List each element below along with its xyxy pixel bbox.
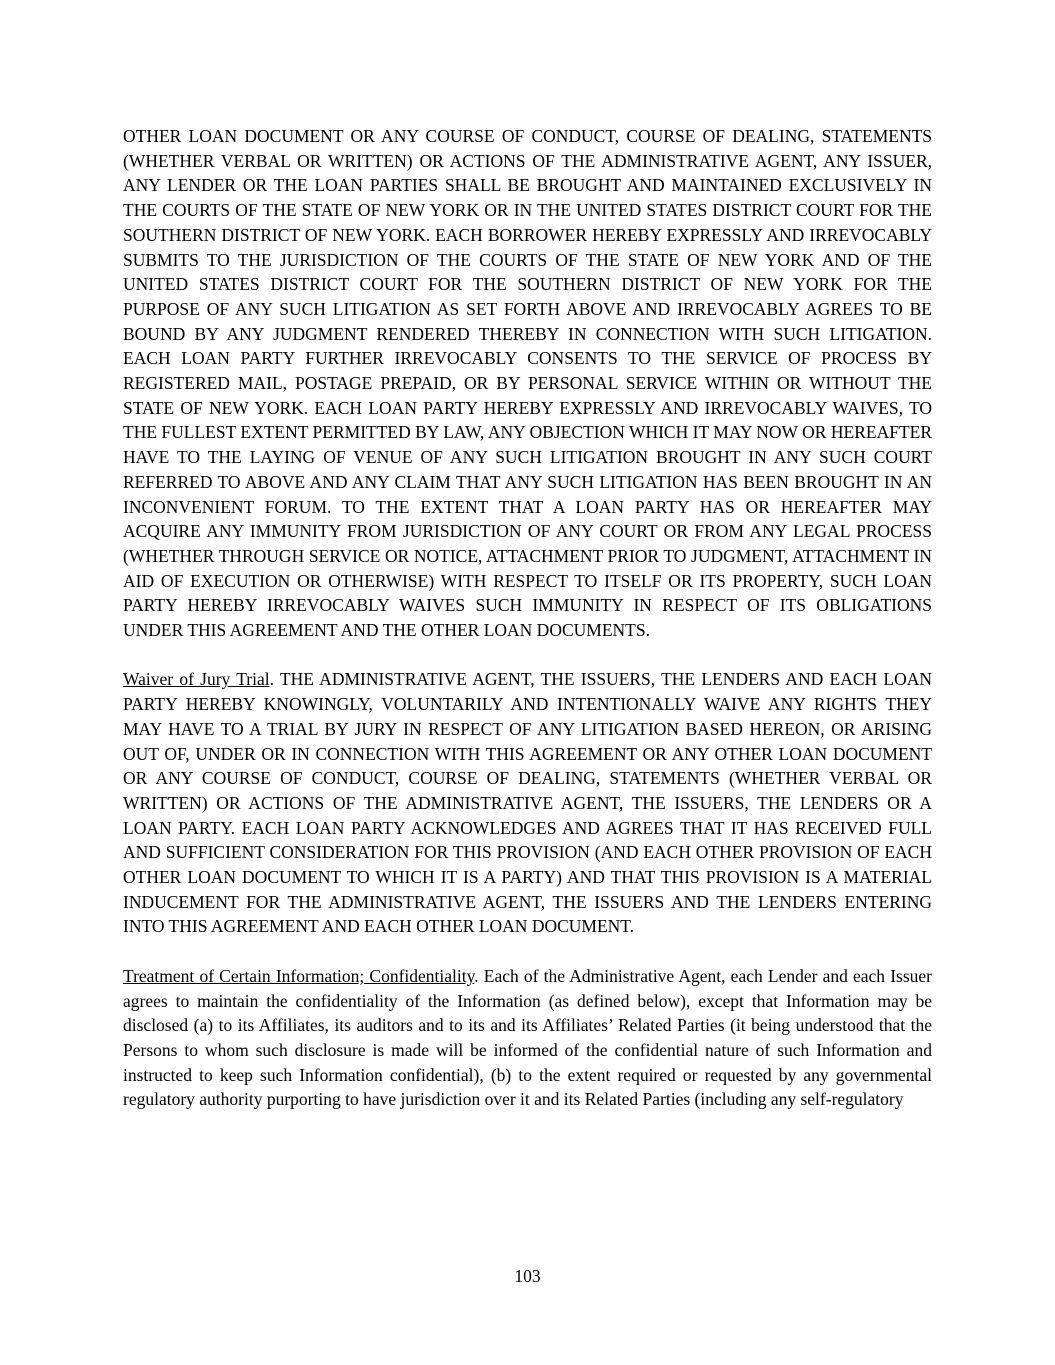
paragraph-text: . Each of the Administrative Agent, each Lender and each Issuer agrees to maintain the confidentiality of the Information (as defined below), except that Information may be disclosed (a) to its Affiliates, its auditors and to its and its Affiliates’ Related Parties (it being understood that the Persons to whom such disclosure is made will be informed of the confidential nature of such Information and instructed to keep such Information confidential), (b) to the extent required or requested by any governmental regulatory authority purporting to have jurisdiction over it and its Related Parties (including any self-regulatory	[123, 965, 933, 1110]
paragraph-confidentiality	[123, 964, 932, 1112]
paragraph-text: . THE ADMINISTRATIVE AGENT, THE ISSUERS, THE LENDERS AND EACH LOAN PARTY HEREBY KNOWINGLY, VOLUNTARILY AND INTENTIONALLY WAIVE ANY RIGHTS THEY MAY HAVE TO A TRIAL BY JURY IN RESPECT OF ANY LITIGATION BASED HEREON, OR ARISING OUT OF, UNDER OR IN CONNECTION WITH THIS AGREEMENT OR ANY OTHER LOAN DOCUMENT OR ANY COURSE OF CONDUCT, COURSE OF DEALING, STATEMENTS (WHETHER VERBAL OR WRITTEN) OR ACTIONS OF THE ADMINISTRATIVE AGENT, THE ISSUERS, THE LENDERS OR A LOAN PARTY. EACH LOAN PARTY ACKNOWLEDGES AND AGREES THAT IT HAS RECEIVED FULL AND SUFFICIENT CONSIDERATION FOR THIS PROVISION (AND EACH OTHER PROVISION OF EACH OTHER LOAN DOCUMENT TO WHICH IT IS A PARTY) AND THAT THIS PROVISION IS A MATERIAL INDUCEMENT FOR THE ADMINISTRATIVE AGENT, THE ISSUERS AND THE LENDERS ENTERING INTO THIS AGREEMENT AND EACH OTHER LOAN DOCUMENT.	[123, 669, 932, 937]
paragraph-text: OTHER LOAN DOCUMENT OR ANY COURSE OF CONDUCT, COURSE OF DEALING, STATEMENTS (WHETHER VERBAL OR WRITTEN) OR ACTIONS OF THE ADMINISTRATIVE AGENT, ANY ISSUER, ANY LENDER OR THE LOAN PARTIES SHALL BE BROUGHT AND MAINTAINED EXCLUSIVELY IN THE COURTS OF THE STATE OF NEW YORK OR IN THE UNITED STATES DISTRICT COURT FOR THE SOUTHERN DISTRICT OF NEW YORK. EACH BORROWER HEREBY EXPRESSLY AND IRREVOCABLY SUBMITS TO THE JURISDICTION OF THE COURTS OF THE STATE OF NEW YORK AND OF THE UNITED STATES DISTRICT COURT FOR THE SOUTHERN DISTRICT OF NEW YORK FOR THE PURPOSE OF ANY SUCH LITIGATION AS SET FORTH ABOVE AND IRREVOCABLY AGREES TO BE BOUND BY ANY JUDGMENT RENDERED THEREBY IN CONNECTION WITH SUCH LITIGATION. EACH LOAN PARTY FURTHER IRREVOCABLY CONSENTS TO THE SERVICE OF PROCESS BY REGISTERED MAIL, POSTAGE PREPAID, OR BY PERSONAL SERVICE WITHIN OR WITHOUT THE STATE OF NEW YORK. EACH LOAN PARTY HEREBY EXPRESSLY AND IRREVOCABLY WAIVES, TO THE FULLEST EXTENT PERMITTED BY LAW, ANY OBJECTION WHICH IT MAY NOW OR HEREAFTER HAVE TO THE LAYING OF VENUE OF ANY SUCH LITIGATION BROUGHT IN ANY SUCH COURT REFERRED TO ABOVE AND ANY CLAIM THAT ANY SUCH LITIGATION HAS BEEN BROUGHT IN AN INCONVENIENT FORUM. TO THE EXTENT THAT A LOAN PARTY HAS OR HEREAFTER MAY ACQUIRE ANY IMMUNITY FROM JURISDICTION OF ANY COURT OR FROM ANY LEGAL PROCESS (WHETHER THROUGH SERVICE OR NOTICE, ATTACHMENT PRIOR TO JUDGMENT, ATTACHMENT IN AID OF EXECUTION OR OTHERWISE) WITH RESPECT TO ITSELF OR ITS PROPERTY, SUCH LOAN PARTY HEREBY IRREVOCABLY WAIVES SUCH IMMUNITY IN RESPECT OF ITS OBLIGATIONS UNDER THIS AGREEMENT AND THE OTHER LOAN DOCUMENTS.	[123, 126, 932, 641]
paragraph-waiver-of-jury-trial	[123, 667, 932, 939]
page-number: 103	[514, 1266, 541, 1287]
paragraph-heading-underlined: Treatment of Certain Information; Confidentiality	[123, 965, 475, 986]
paragraph-jurisdiction-consent	[123, 124, 932, 643]
page-body	[123, 124, 932, 1112]
paragraph-heading-underlined: Waiver of Jury Trial	[123, 669, 270, 690]
